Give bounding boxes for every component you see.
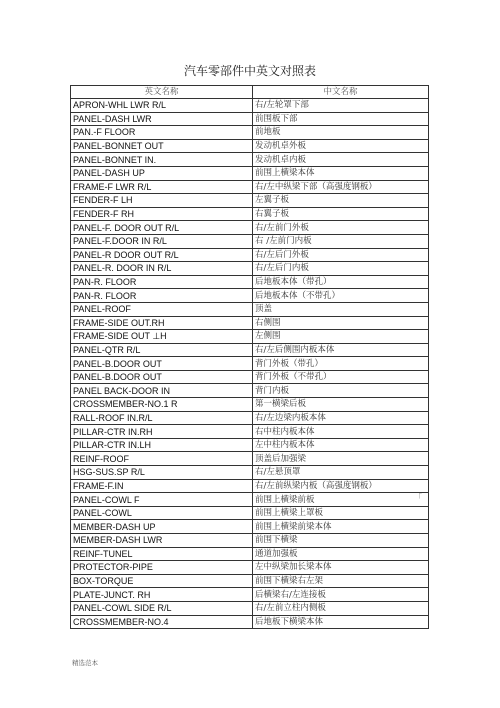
english-term: PAN.-F FLOOR <box>71 126 253 140</box>
english-term: PANEL-COWL F <box>71 493 253 507</box>
english-term: FRAME-F LWR R/L <box>71 180 253 194</box>
chinese-term: 右/左前纵梁内板（高强度钢板） <box>253 479 429 493</box>
english-term: FENDER-F LH <box>71 194 253 208</box>
chinese-term: 左中纵梁加长梁本体 <box>253 561 429 575</box>
corner-mark: 「 <box>414 493 422 502</box>
chinese-term: 顶盖后加强梁 <box>253 452 429 466</box>
english-term: MEMBER-DASH LWR <box>71 534 253 548</box>
english-term: PANEL-BONNET IN. <box>71 153 253 167</box>
table-row <box>71 207 429 221</box>
table-row <box>71 194 429 208</box>
english-term: BOX-TORQUE <box>71 574 253 588</box>
table-row <box>71 153 429 167</box>
english-term: PLATE-JUNCT. RH <box>71 588 253 602</box>
table-row <box>71 302 429 316</box>
chinese-term: 右/左前门外板 <box>253 221 429 235</box>
chinese-term: 左翼子板 <box>253 194 429 208</box>
english-term: FRAME-SIDE OUT ⊥H <box>71 330 253 344</box>
english-term: PAN-R. FLOOR <box>71 289 253 303</box>
table-row <box>71 316 429 330</box>
chinese-term: 左中柱内板本体 <box>253 438 429 452</box>
english-term: APRON-WHL LWR R/L <box>71 99 253 113</box>
table-row <box>71 615 429 629</box>
chinese-term: 右/左中纵梁下部（高强度钢板） <box>253 180 429 194</box>
english-term: PANEL-F. DOOR OUT R/L <box>71 221 253 235</box>
chinese-term: 后横梁右/左连接板 <box>253 588 429 602</box>
table-row <box>71 588 429 602</box>
table-row <box>71 357 429 371</box>
english-term: FRAME-F.IN <box>71 479 253 493</box>
chinese-term: 右/左后门外板 <box>253 248 429 262</box>
table-row <box>71 330 429 344</box>
footer-note: 精选范本 <box>72 659 98 667</box>
chinese-term: 后地板下横梁本体 <box>253 615 429 629</box>
table-row <box>71 574 429 588</box>
chinese-term: 后地板本体（不带孔） <box>253 289 429 303</box>
chinese-term: 右/左后侧围内板本体 <box>253 343 429 357</box>
chinese-term: 右翼子板 <box>253 207 429 221</box>
english-term: PANEL-COWL SIDE R/L <box>71 601 253 615</box>
chinese-term: 前围下横梁右左架 <box>253 574 429 588</box>
chinese-term: 前围上横梁前板 <box>253 493 429 507</box>
english-term: PANEL-DASH UP <box>71 166 253 180</box>
table-row <box>71 166 429 180</box>
english-term: PANEL-F.DOOR IN R/L <box>71 234 253 248</box>
english-term: PANEL-R DOOR OUT R/L <box>71 248 253 262</box>
english-term: PANEL-B.DOOR OUT <box>71 357 253 371</box>
english-term: PANEL-COWL <box>71 506 253 520</box>
table-row <box>71 452 429 466</box>
chinese-term: 通道加强板 <box>253 547 429 561</box>
chinese-term: 前围上横梁前梁本体 <box>253 520 429 534</box>
english-term: REINF-ROOF <box>71 452 253 466</box>
chinese-term: 右/左悬顶罩 <box>253 466 429 480</box>
chinese-term: 前地板 <box>253 126 429 140</box>
chinese-term: 顶盖 <box>253 302 429 316</box>
english-term: PANEL-QTR R/L <box>71 343 253 357</box>
english-term: PILLAR-CTR IN.LH <box>71 438 253 452</box>
header-english: 英文名称 <box>71 86 253 99</box>
english-term: FENDER-F RH <box>71 207 253 221</box>
chinese-term: 右/左前立柱内侧板 <box>253 601 429 615</box>
table-row <box>71 411 429 425</box>
chinese-term: 前围下横梁 <box>253 534 429 548</box>
english-term: MEMBER-DASH UP <box>71 520 253 534</box>
table-row <box>71 561 429 575</box>
page-title: 汽车零部件中英文对照表 <box>183 64 316 78</box>
english-term: PANEL-B.DOOR OUT <box>71 370 253 384</box>
english-term: RALL-ROOF IN.R/L <box>71 411 253 425</box>
table-row <box>71 275 429 289</box>
table-row <box>71 466 429 480</box>
table-row <box>71 506 429 520</box>
english-term: PANEL-DASH LWR <box>71 112 253 126</box>
chinese-term: 前围上横梁本体 <box>253 166 429 180</box>
english-term: PROTECTOR-PIPE <box>71 561 253 575</box>
table-header-row <box>71 86 429 99</box>
table-row <box>71 479 429 493</box>
table-row <box>71 398 429 412</box>
table-row <box>71 139 429 153</box>
chinese-term: 后地板本体（带孔） <box>253 275 429 289</box>
table-row <box>71 425 429 439</box>
table-row <box>71 384 429 398</box>
chinese-term: 右/左轮罩下部 <box>253 99 429 113</box>
table-row <box>71 370 429 384</box>
chinese-term: 右/左后门内板 <box>253 262 429 276</box>
table-row <box>71 493 429 507</box>
chinese-term: 右侧围 <box>253 316 429 330</box>
english-term: PAN-R. FLOOR <box>71 275 253 289</box>
chinese-term: 前围上横梁上罩板 <box>253 506 429 520</box>
table-row <box>71 520 429 534</box>
table-row <box>71 112 429 126</box>
english-term: REINF-TUNEL <box>71 547 253 561</box>
english-term: PANEL-ROOF <box>71 302 253 316</box>
table-row <box>71 126 429 140</box>
chinese-term: 背门外板（不带孔） <box>253 370 429 384</box>
table-row <box>71 289 429 303</box>
chinese-term: 右/左边梁内板本体 <box>253 411 429 425</box>
english-term: HSG-SUS.SP R/L <box>71 466 253 480</box>
table-row <box>71 221 429 235</box>
chinese-term: 发动机卓内板 <box>253 153 429 167</box>
table-row <box>71 601 429 615</box>
glossary-table <box>70 85 429 629</box>
table-row <box>71 180 429 194</box>
english-term: PANEL BACK-DOOR IN <box>71 384 253 398</box>
table-row <box>71 262 429 276</box>
chinese-term: 发动机卓外板 <box>253 139 429 153</box>
english-term: CROSSMEMBER-NO.4 <box>71 615 253 629</box>
chinese-term: 左侧围 <box>253 330 429 344</box>
chinese-term: 前围板下部 <box>253 112 429 126</box>
english-term: PANEL-BONNET OUT <box>71 139 253 153</box>
english-term: PILLAR-CTR IN.RH <box>71 425 253 439</box>
english-term: FRAME-SIDE OUT.RH <box>71 316 253 330</box>
table-row <box>71 234 429 248</box>
table-row <box>71 248 429 262</box>
table-row <box>71 534 429 548</box>
table-row <box>71 547 429 561</box>
english-term: CROSSMEMBER-NO.1 R <box>71 398 253 412</box>
table-row <box>71 438 429 452</box>
chinese-term: 背门外板（带孔） <box>253 357 429 371</box>
chinese-term: 右 /左前门内板 <box>253 234 429 248</box>
table-body <box>71 99 429 629</box>
chinese-term: 背门内板 <box>253 384 429 398</box>
english-term: PANEL-R. DOOR IN R/L <box>71 262 253 276</box>
header-chinese: 中文名称 <box>253 86 429 99</box>
chinese-term: 右中柱内板本体 <box>253 425 429 439</box>
table-row <box>71 343 429 357</box>
chinese-term: 第一横梁后板 <box>253 398 429 412</box>
table-row <box>71 99 429 113</box>
